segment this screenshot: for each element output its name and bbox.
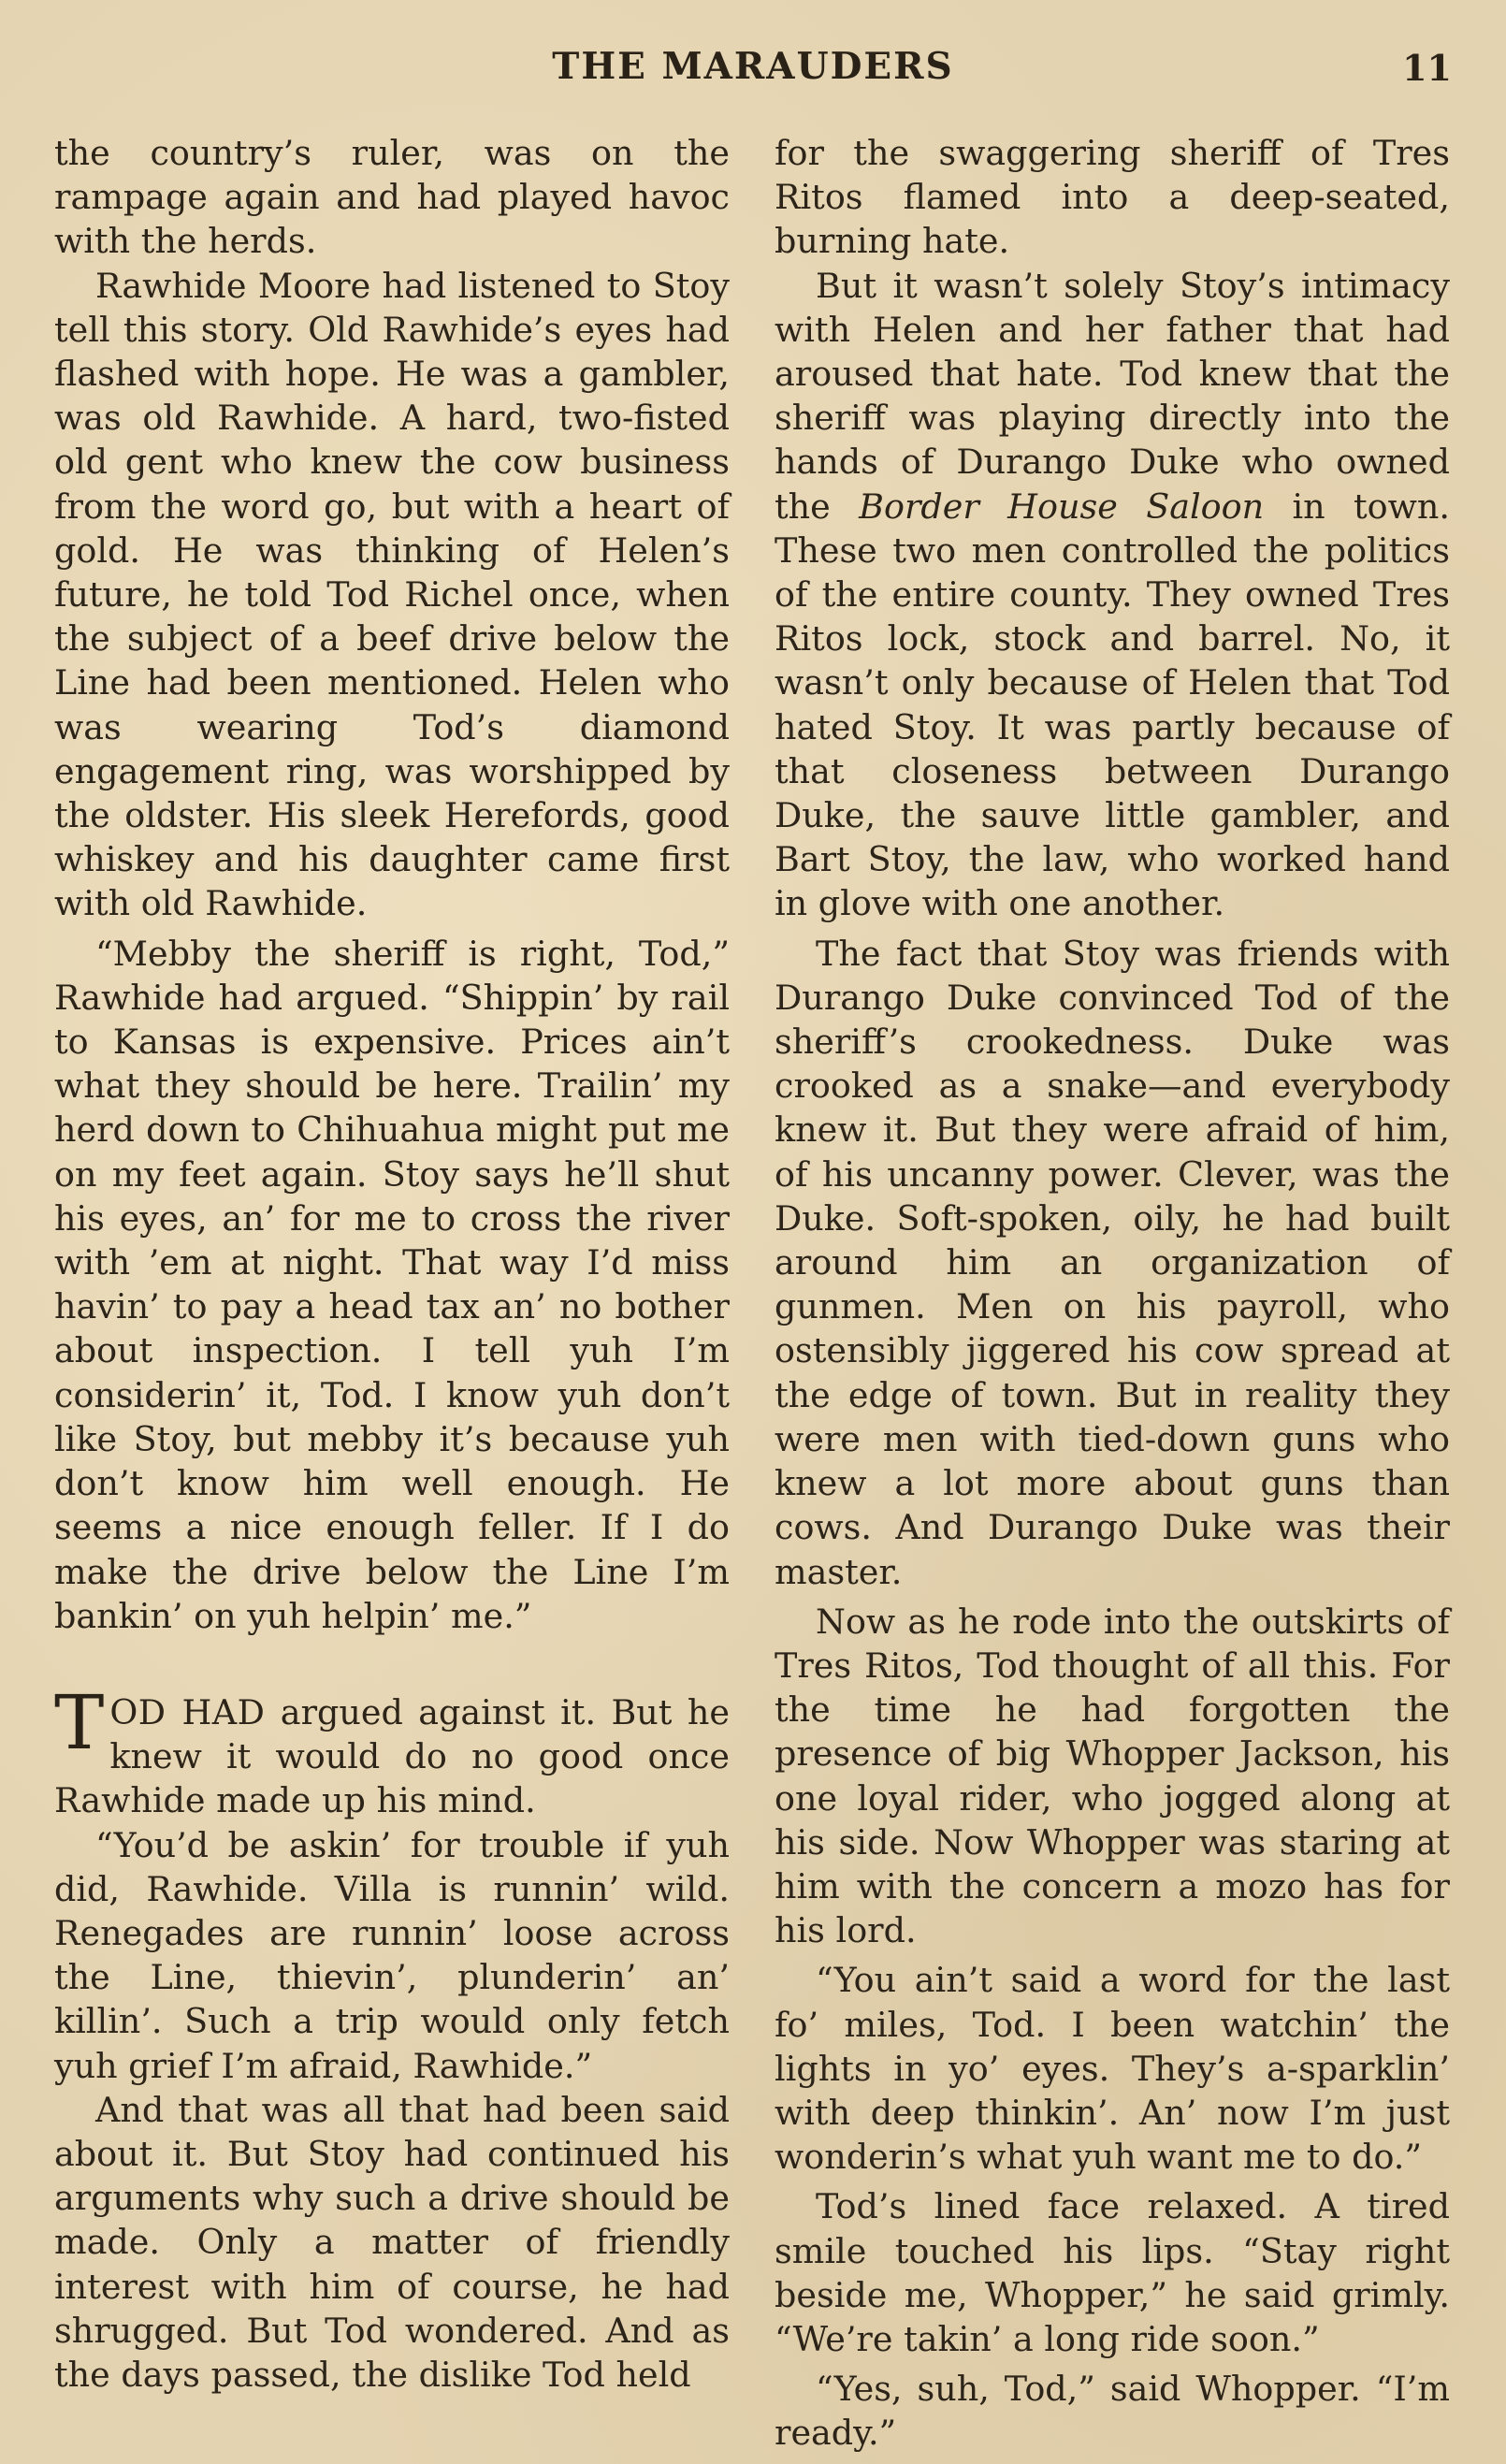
running-head: [0, 45, 1506, 101]
right-column: [775, 131, 1450, 2456]
left-column: [54, 131, 730, 2397]
paragraph-text: But it wasn’t solely Stoy’s intimacy with Helen and her father that had aroused that hate. Tod knew that the sheriff was playing directly into the hands of Durango Duke who owned the: [775, 265, 1450, 527]
section-opening-paragraph: [54, 1678, 730, 1823]
paragraph: Rawhide Moore had listened to Stoy tell this story. Old Rawhide’s eyes had flashed with hope. He was a gambler, was old Rawhide. A hard, two-fisted old gent who knew the cow business from the word go, but with a heart of gold. He was thinking of Helen’s future, he told Tod Richel once, when the subject of a beef drive below the Line had been mentioned. Helen who was wearing Tod’s diamond engagement ring, was worshipped by the oldster. His sleek Herefords, good whiskey and his daughter came first with old Rawhide.: [54, 265, 730, 924]
running-title: THE MARAUDERS: [552, 45, 954, 88]
paragraph: Now as he rode into the outskirts of Tres Ritos, Tod thought of all this. For the time he had forgotten the presence of big Whopper Jackson, his one loyal rider, who jogged along at his side. Now Whopper was staring at him with the concern a mozo has for his lord.: [775, 1601, 1450, 1951]
paragraph: Tod’s lined face relaxed. A tired smile touched his lips. “Stay right beside me, Whopper,” he said grimly. “We’re takin’ a long ride soon.”: [775, 2186, 1450, 2359]
saloon-name: Border House Saloon: [859, 486, 1265, 527]
lead-in-text: OD HAD: [109, 1691, 266, 1732]
paragraph-text: in town. These two men controlled the politics of the entire county. They owned Tres Ritos lock, stock and barrel. No, it wasn’t only because of Helen that Tod hated Stoy. It was partly because of that closeness between Durango Duke, the sauve little gambler, and Bart Stoy, the law, who worked hand in glove with one another.: [775, 486, 1450, 924]
paragraph: “You’d be askin’ for trouble if yuh did, Rawhide. Villa is runnin’ wild. Renegades are runnin’ loose across the Line, thievin’, plunderin’ an’ killin’. Such a trip would only fetch yuh grief I’m afraid, Rawhide.”: [54, 1824, 730, 2086]
paragraph: “You ain’t said a word for the last fo’ miles, Tod. I been watchin’ the lights in yo’ eyes. They’s a-sparklin’ with deep thinkin’. An’ now I’m just wonderin’s what yuh want me to do.”: [775, 1960, 1450, 2178]
paragraph-text: argued against it. But he knew it would do no good once Rawhide made up his mind.: [54, 1691, 730, 1821]
paragraph: for the swaggering sheriff of Tres Ritos flamed into a deep-seated, burning hate.: [775, 133, 1450, 262]
paragraph: The fact that Stoy was friends with Durango Duke convinced Tod of the sheriff’s crookedness. Duke was crooked as a snake—and everybody knew it. But they were afraid of him, of his uncanny power. Clever, was the Duke. Soft-spoken, oily, he had built around him an organization of gunmen. Men on his payroll, who ostensibly jiggered his cow spread at the edge of town. But in reality they were men with tied-down guns who knew a lot more about guns than cows. And Durango Duke was their master.: [775, 933, 1450, 1592]
page-number: 11: [1402, 47, 1452, 89]
paragraph: And that was all that had been said about it. But Stoy had continued his arguments why such a drive should be made. Only a matter of friendly interest with him of course, he had shrugged. But Tod wondered. And as the days passed, the dislike Tod held: [54, 2089, 730, 2395]
drop-cap: T: [54, 1678, 105, 1766]
paragraph: “Yes, suh, Tod,” said Whopper. “I’m ready.”: [775, 2369, 1450, 2454]
paragraph: the country’s ruler, was on the rampage again and had played havoc with the herds.: [54, 133, 730, 262]
paragraph: “Mebby the sheriff is right, Tod,” Rawhide had argued. “Shippin’ by rail to Kansas is expensive. Prices ain’t what they should be here. Trailin’ my herd down to Chihuahua might put me on my feet again. Stoy says he’ll shut his eyes, an’ for me to cross the river with ’em at night. That way I’d miss havin’ to pay a head tax an’ no bother about inspection. I tell yuh I’m considerin’ it, Tod. I know yuh don’t like Stoy, but mebby it’s because yuh don’t know him well enough. He seems a nice enough feller. If I do make the drive below the Line I’m bankin’ on yuh helpin’ me.”: [54, 933, 730, 1636]
paragraph: [775, 264, 1450, 926]
